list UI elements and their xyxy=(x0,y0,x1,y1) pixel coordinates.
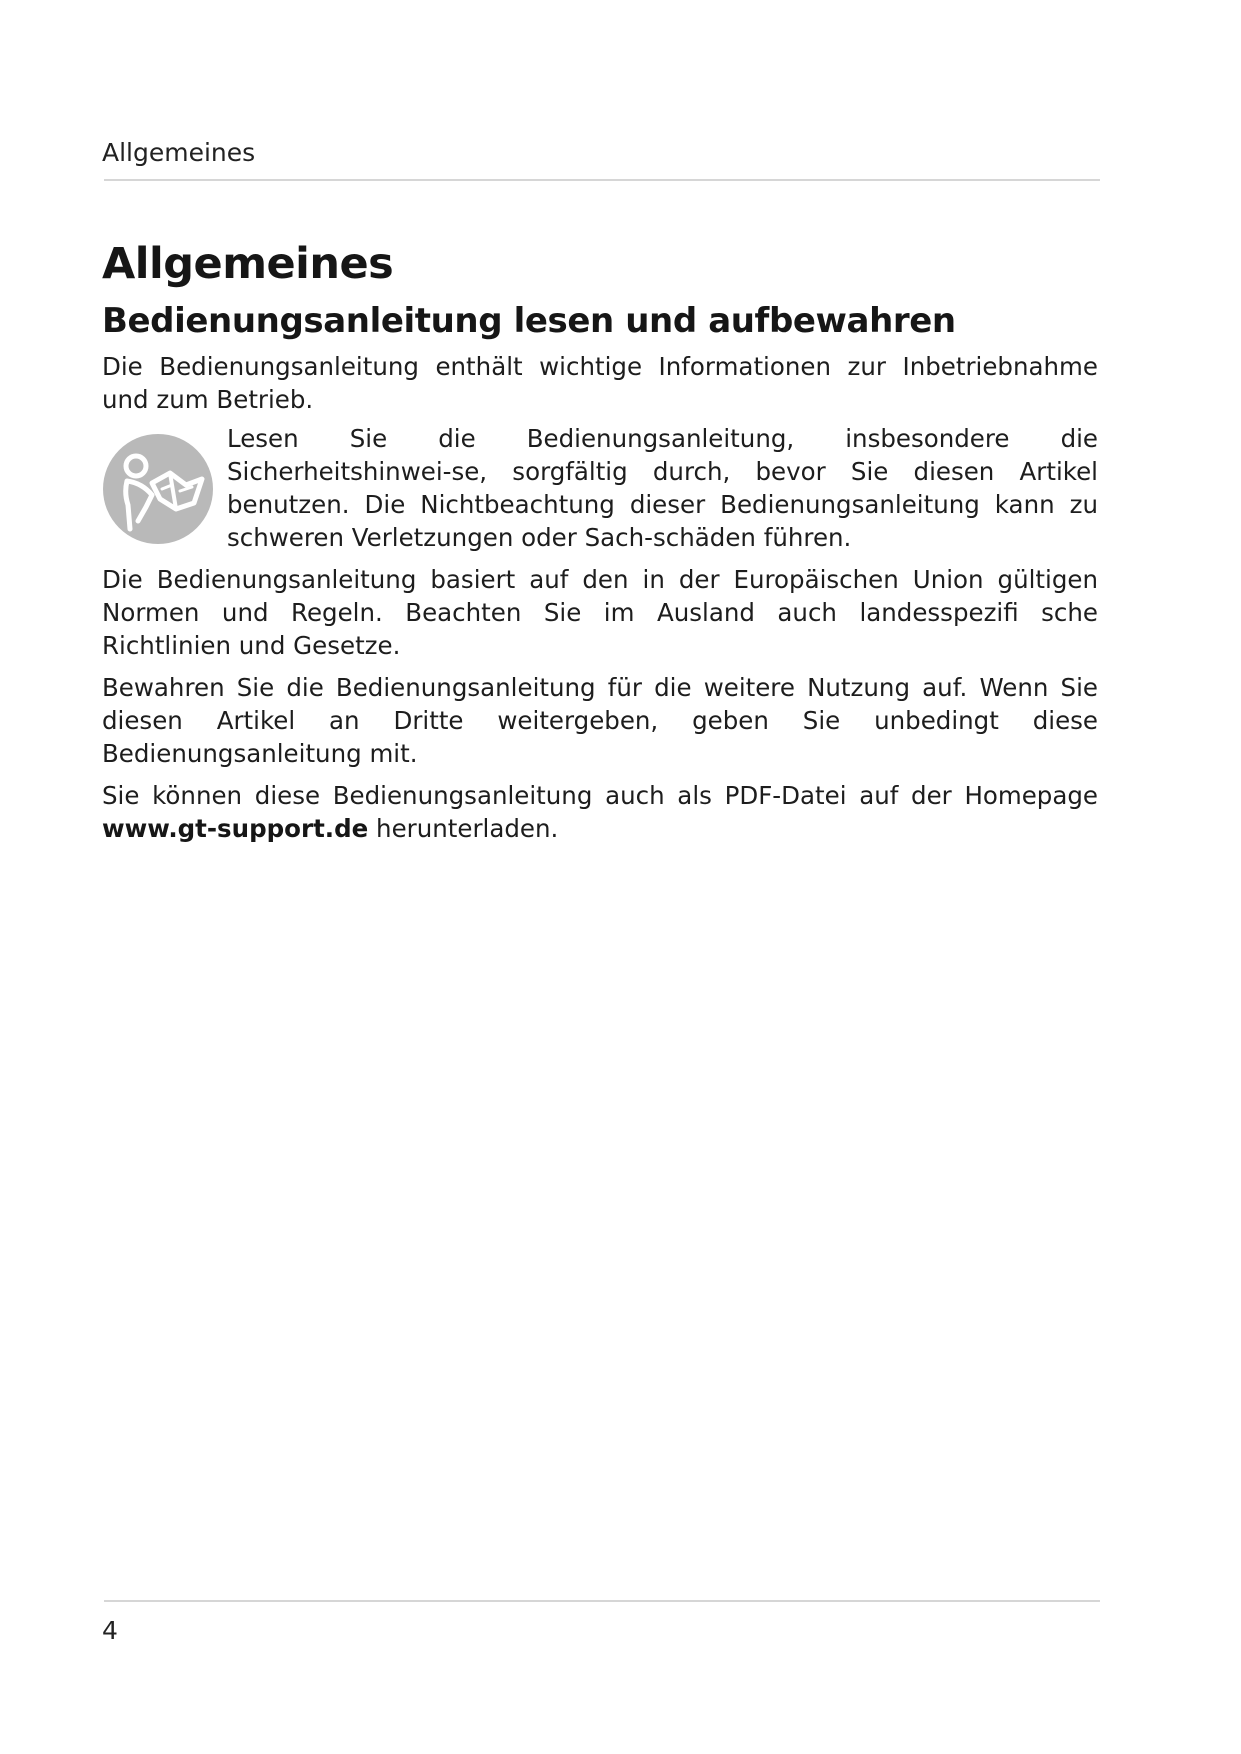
page-content xyxy=(102,232,1098,845)
footer-divider xyxy=(104,1600,1100,1602)
read-manual-notice xyxy=(102,422,1098,554)
page-title: Allgemeines xyxy=(102,239,394,289)
section-title: Bedienungsanleitung lesen und aufbewahren xyxy=(102,301,956,341)
read-manual-icon xyxy=(102,433,214,545)
download-paragraph xyxy=(102,779,1098,845)
download-lead-text: Sie können diese Bedienungsanleitung auch als PDF-Datei auf der Homepage xyxy=(102,781,1098,810)
running-header: Allgemeines xyxy=(102,138,256,167)
read-manual-text: Lesen Sie die Bedienungsanleitung, insbesondere die Sicherheitshinwei-se, sorgfältig durch, bevor Sie diesen Artikel benutzen. Die Nichtbeachtung dieser Bedienungsanleitung kann zu schweren Verletzungen oder Sach-schäden führen. xyxy=(227,424,1098,552)
header-divider xyxy=(104,179,1100,181)
page-number: 4 xyxy=(102,1616,118,1645)
keep-manual-paragraph: Bewahren Sie die Bedienungsanleitung für die weitere Nutzung auf. Wenn Sie diesen Artikel an Dritte weitergeben, geben Sie unbedingt diese Bedienungsanleitung mit. xyxy=(102,673,1098,768)
support-website-link[interactable]: www.gt-support.de xyxy=(102,814,369,843)
download-trail-text: herunterladen. xyxy=(376,814,559,843)
norms-paragraph: Die Bedienungsanleitung basiert auf den in der Europäischen Union gültigen Normen und Regeln. Beachten Sie im Ausland auch landesspezifi sche Richtlinien und Gesetze. xyxy=(102,565,1098,660)
intro-paragraph: Die Bedienungsanleitung enthält wichtige Informationen zur Inbetriebnahme und zum Betrieb. xyxy=(102,352,1098,414)
